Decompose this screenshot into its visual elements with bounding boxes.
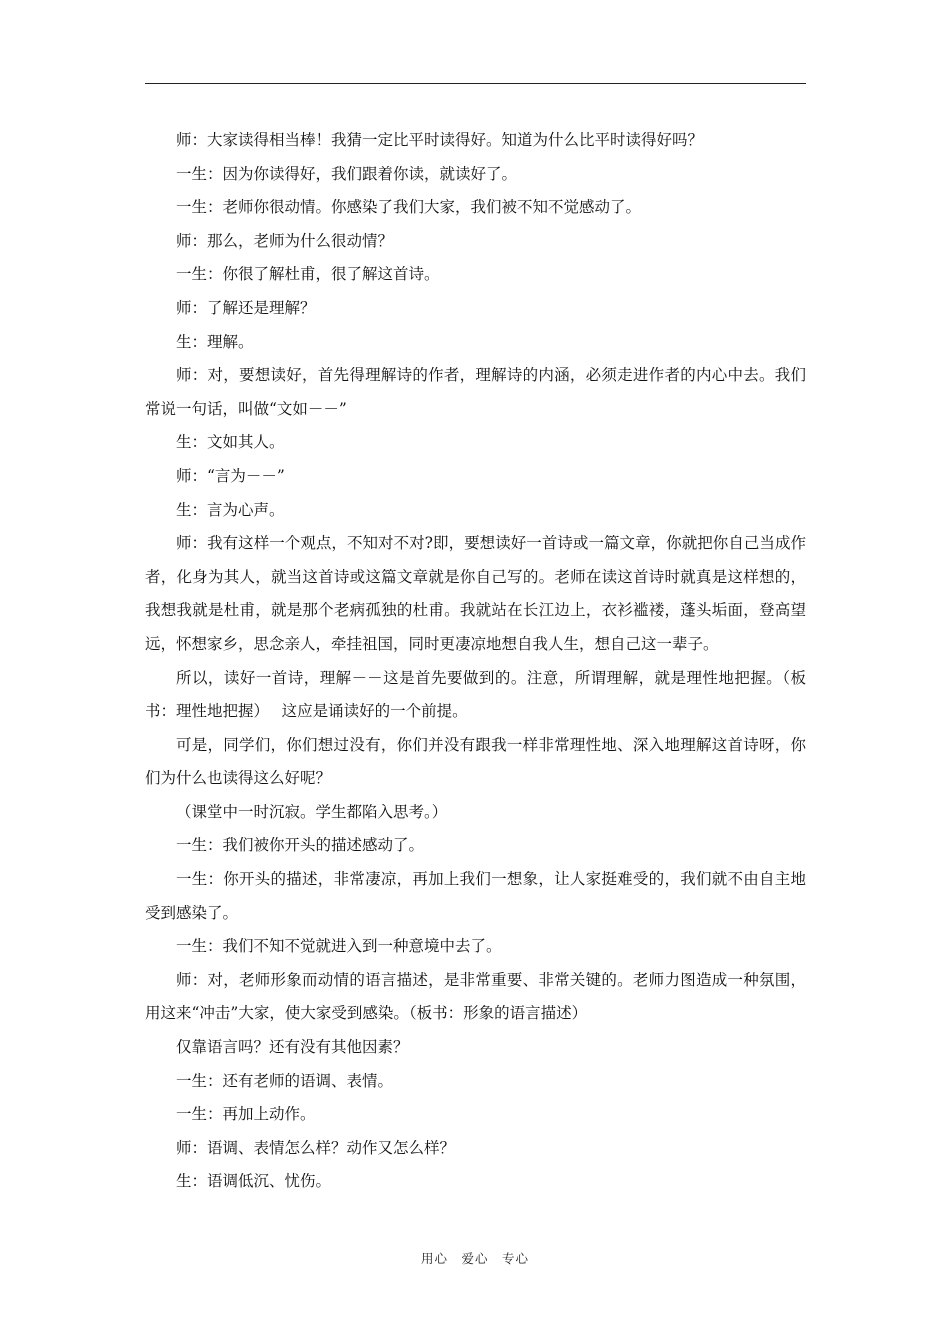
paragraph: 所以，读好一首诗，理解－－这是首先要做到的。注意，所谓理解，就是理性地把握。（板书：理性地把握） 这应是诵读好的一个前提。	[145, 668, 806, 721]
paragraph: 师：对，要想读好，首先得理解诗的作者，理解诗的内涵，必须走进作者的内心中去。我们常说一句话，叫做“文如－－”	[145, 366, 806, 418]
paragraph: 师：语调、表情怎么样？动作又怎么样？	[176, 1138, 456, 1157]
paragraph: 一生：我们被你开头的描述感动了。	[176, 836, 425, 855]
paragraph: （课堂中一时沉寂。学生都陷入思考。）	[176, 802, 448, 821]
paragraph: 一生：还有老师的语调、表情。	[176, 1071, 394, 1090]
paragraph: 生：言为心声。	[176, 500, 285, 519]
document-body	[145, 124, 806, 1199]
paragraph: 生：理解。	[176, 332, 254, 351]
paragraph: 生：文如其人。	[176, 433, 285, 452]
paragraph: 师：那么，老师为什么很动情？	[176, 231, 394, 250]
paragraph: 可是，同学们，你们想过没有，你们并没有跟我一样非常理性地、深入地理解这首诗呀，你们为什么也读得这么好呢？	[145, 735, 806, 788]
paragraph: 师：“言为－－”	[176, 466, 285, 485]
header-rule	[145, 83, 806, 84]
paragraph: 一生：你开头的描述，非常凄凉，再加上我们一想象，让人家挺难受的，我们就不由自主地受到感染了。	[145, 870, 806, 922]
paragraph: 一生：再加上动作。	[176, 1105, 316, 1124]
paragraph: 一生：老师你很动情。你感染了我们大家，我们被不知不觉感动了。	[176, 198, 642, 217]
paragraph: 一生：我们不知不觉就进入到一种意境中去了。	[176, 937, 502, 956]
paragraph: 师：大家读得相当棒！我猜一定比平时读得好。知道为什么比平时读得好吗？	[176, 131, 704, 149]
paragraph: 生：语调低沉、忧伤。	[176, 1172, 332, 1191]
paragraph: 师：了解还是理解？	[176, 298, 316, 317]
page-footer: 用心 爱心 专心	[420, 1251, 529, 1266]
paragraph: 师：对，老师形象而动情的语言描述，是非常重要、非常关键的。老师力图造成一种氛围，用这来“冲击”大家，使大家受到感染。（板书：形象的语言描述）	[145, 970, 806, 1023]
paragraph: 一生：你很了解杜甫，很了解这首诗。	[176, 265, 440, 284]
paragraph: 一生：因为你读得好，我们跟着你读，就读好了。	[176, 164, 518, 183]
paragraph: 师：我有这样一个观点，不知对不对?即，要想读好一首诗或一篇文章，你就把你自己当成作者，化身为其人，就当这首诗或这篇文章就是你自己写的。老师在读这首诗时就真是这样想的，我想我就是杜甫，就是那个老病孤独的杜甫。我就站在长江边上，衣衫褴褛，蓬头垢面，登高望远，怀想家乡，思念亲人，牵挂祖国，同时更凄凉地想自我人生，想自己这一辈子。	[145, 534, 806, 653]
paragraph: 仅靠语言吗？还有没有其他因素？	[176, 1038, 409, 1057]
